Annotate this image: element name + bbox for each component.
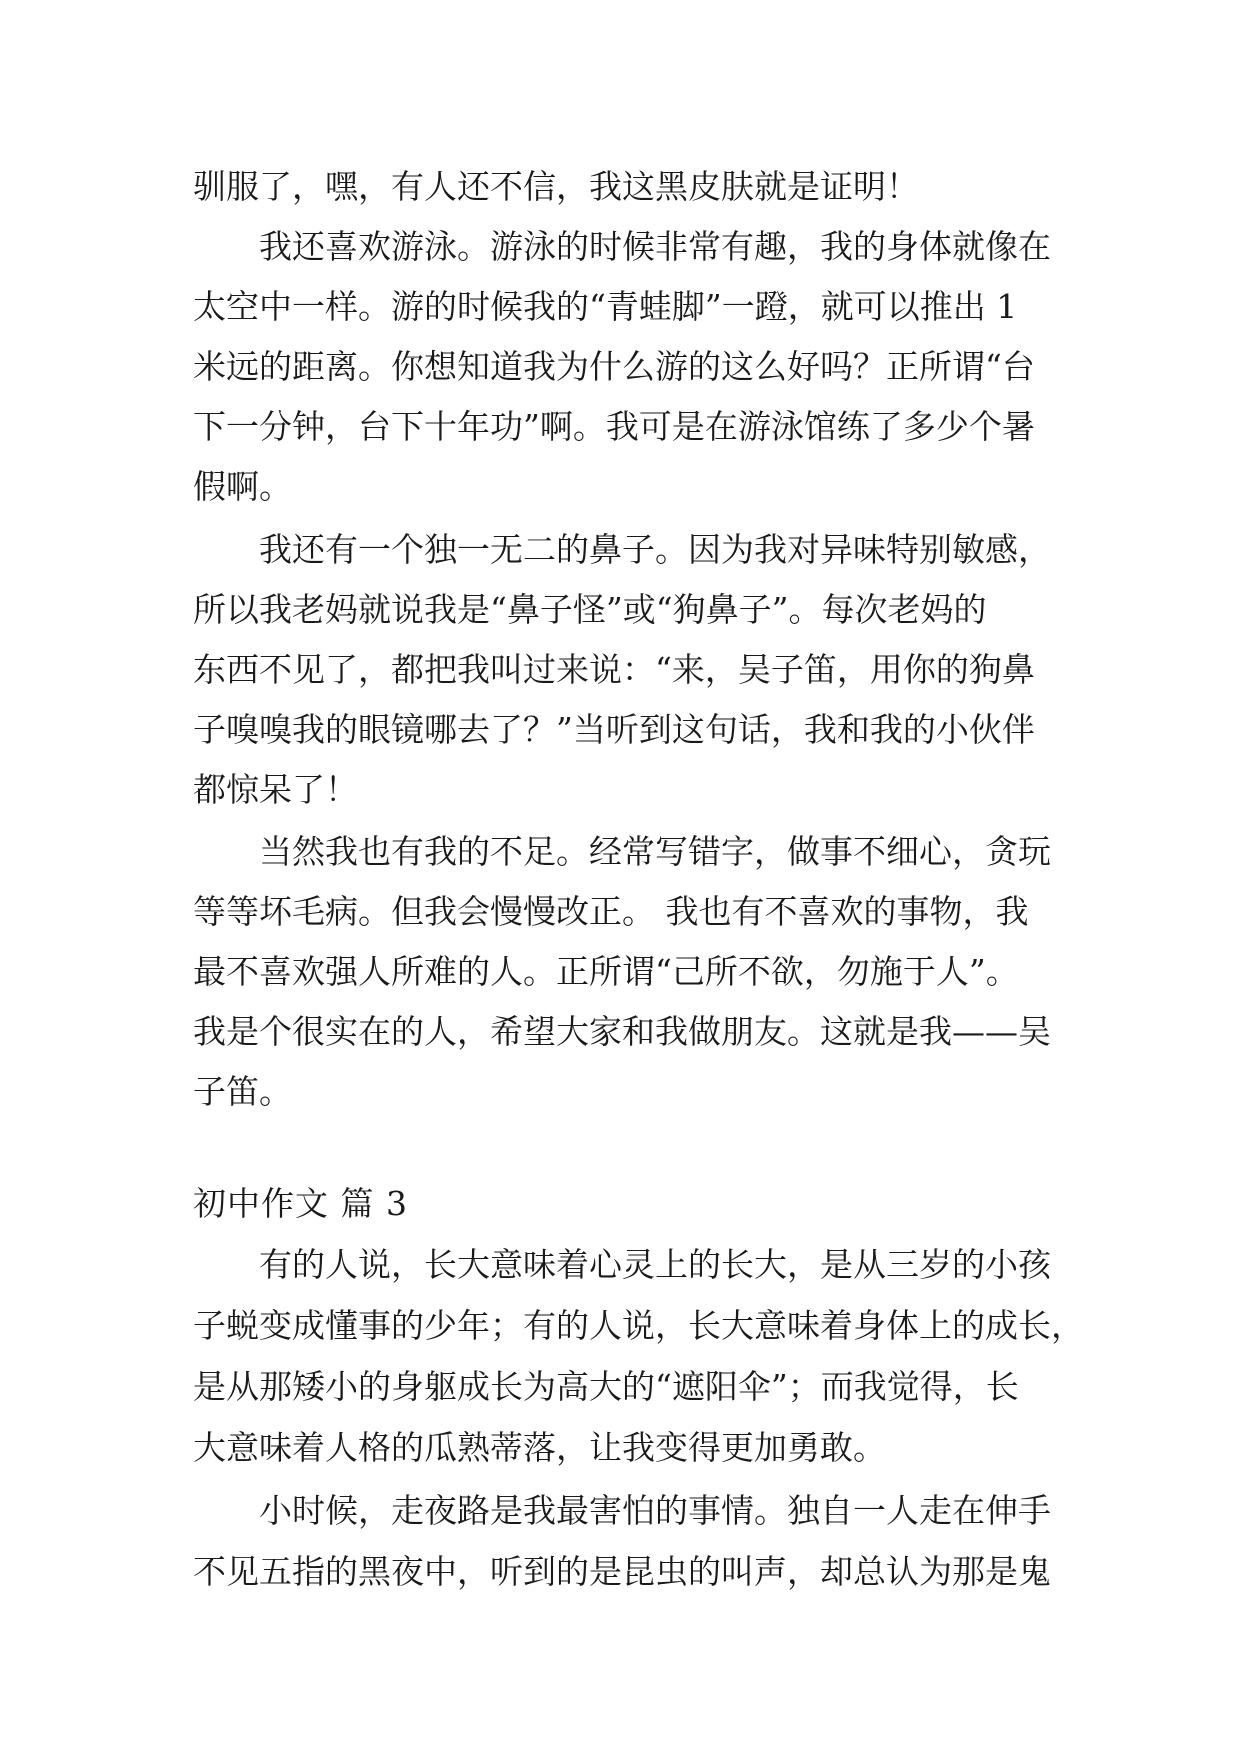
text-line: 子笛。 <box>193 1072 292 1111</box>
text-line: 是从那矮小的身躯成长为高大的“遮阳伞”；而我觉得，长 <box>193 1367 1019 1406</box>
text-line: 太空中一样。游的时候我的“青蛙脚”一蹬，就可以推出 1 <box>193 287 1018 326</box>
text-line: 东西不见了，都把我叫过来说：“来，吴子笛，用你的狗鼻 <box>193 650 1035 689</box>
text-line: 都惊呆了！ <box>193 770 358 809</box>
text-line: 子嗅嗅我的眼镜哪去了？”当听到这句话，我和我的小伙伴 <box>193 710 1035 749</box>
text-line: 所以我老妈就说我是“鼻子怪”或“狗鼻子”。每次老妈的 <box>193 590 987 629</box>
text-line: 假啊。 <box>193 467 292 506</box>
text-line: 我是个很实在的人，希望大家和我做朋友。这就是我——吴 <box>193 1012 1051 1051</box>
paragraph-first-line: 我还有一个独一无二的鼻子。因为我对异味特别敏感， <box>259 530 1051 569</box>
paragraph-first-line: 当然我也有我的不足。经常写错字，做事不细心，贪玩 <box>259 832 1051 871</box>
text-line: 最不喜欢强人所难的人。正所谓“己所不欲，勿施于人”。 <box>193 952 1019 991</box>
paragraph-first-line: 我还喜欢游泳。游泳的时候非常有趣，我的身体就像在 <box>259 227 1051 266</box>
text-line: 下一分钟，台下十年功”啊。我可是在游泳馆练了多少个暑 <box>193 407 1035 446</box>
text-line: 大意味着人格的瓜熟蒂落，让我变得更加勇敢。 <box>193 1428 886 1467</box>
text-line: 驯服了，嘿，有人还不信，我这黑皮肤就是证明！ <box>193 167 919 206</box>
paragraph-first-line: 小时候，走夜路是我最害怕的事情。独自一人走在伸手 <box>259 1491 1051 1530</box>
text-line: 等等坏毛病。但我会慢慢改正。 我也有不喜欢的事物，我 <box>193 892 1029 931</box>
paragraph-first-line: 有的人说，长大意味着心灵上的长大，是从三岁的小孩 <box>259 1245 1051 1284</box>
text-line: 子蜕变成懂事的少年；有的人说，长大意味着身体上的成长， <box>193 1306 1084 1345</box>
section-heading: 初中作文 篇 3 <box>193 1184 408 1223</box>
text-line: 米远的距离。你想知道我为什么游的这么好吗？正所谓“台 <box>193 347 1035 386</box>
text-line: 不见五指的黑夜中，听到的是昆虫的叫声，却总认为那是鬼 <box>193 1552 1051 1591</box>
